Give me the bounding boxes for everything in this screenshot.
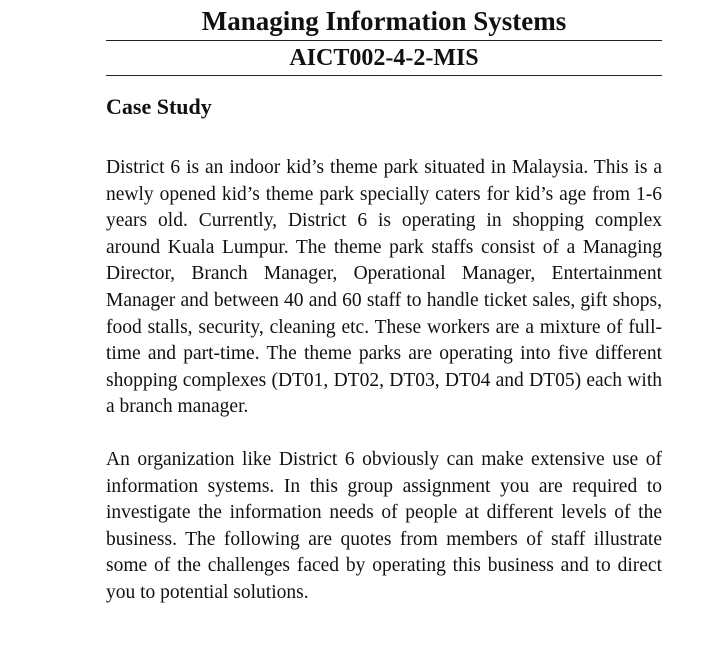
document-title: Managing Information Systems [201, 6, 567, 36]
course-code: AICT002-4-2-MIS [289, 45, 479, 71]
paragraph: An organization like District 6 obviously can make extensive use of information systems. In this group assignment you are required to investigate the information needs of people at different levels of the business. The following are quotes from members of staff illustrate some of the challenges faced by operating this business and to direct you to potential solutions. [106, 448, 662, 603]
course-code-divider [106, 75, 662, 76]
document-page [106, 0, 662, 607]
paragraph: District 6 is an indoor kid’s theme park situated in Malaysia. This is a newly opened kid’s theme park specially caters for kid’s age from 1-6 years old. Currently, District 6 is operating in shopping complex around Kuala Lumpur. The theme park staffs consist of a Managing Director, Branch Manager, Operational Manager, Entertainment Manager and between 40 and 60 staff to handle ticket sales, gift shops, food stalls, security, cleaning etc. These workers are a mixture of full-time and part-time. The theme parks are operating into five different shopping complexes (DT01, DT02, DT03, DT04 and DT05) each with a branch manager. [106, 157, 662, 418]
section-heading: Case Study [106, 94, 212, 119]
